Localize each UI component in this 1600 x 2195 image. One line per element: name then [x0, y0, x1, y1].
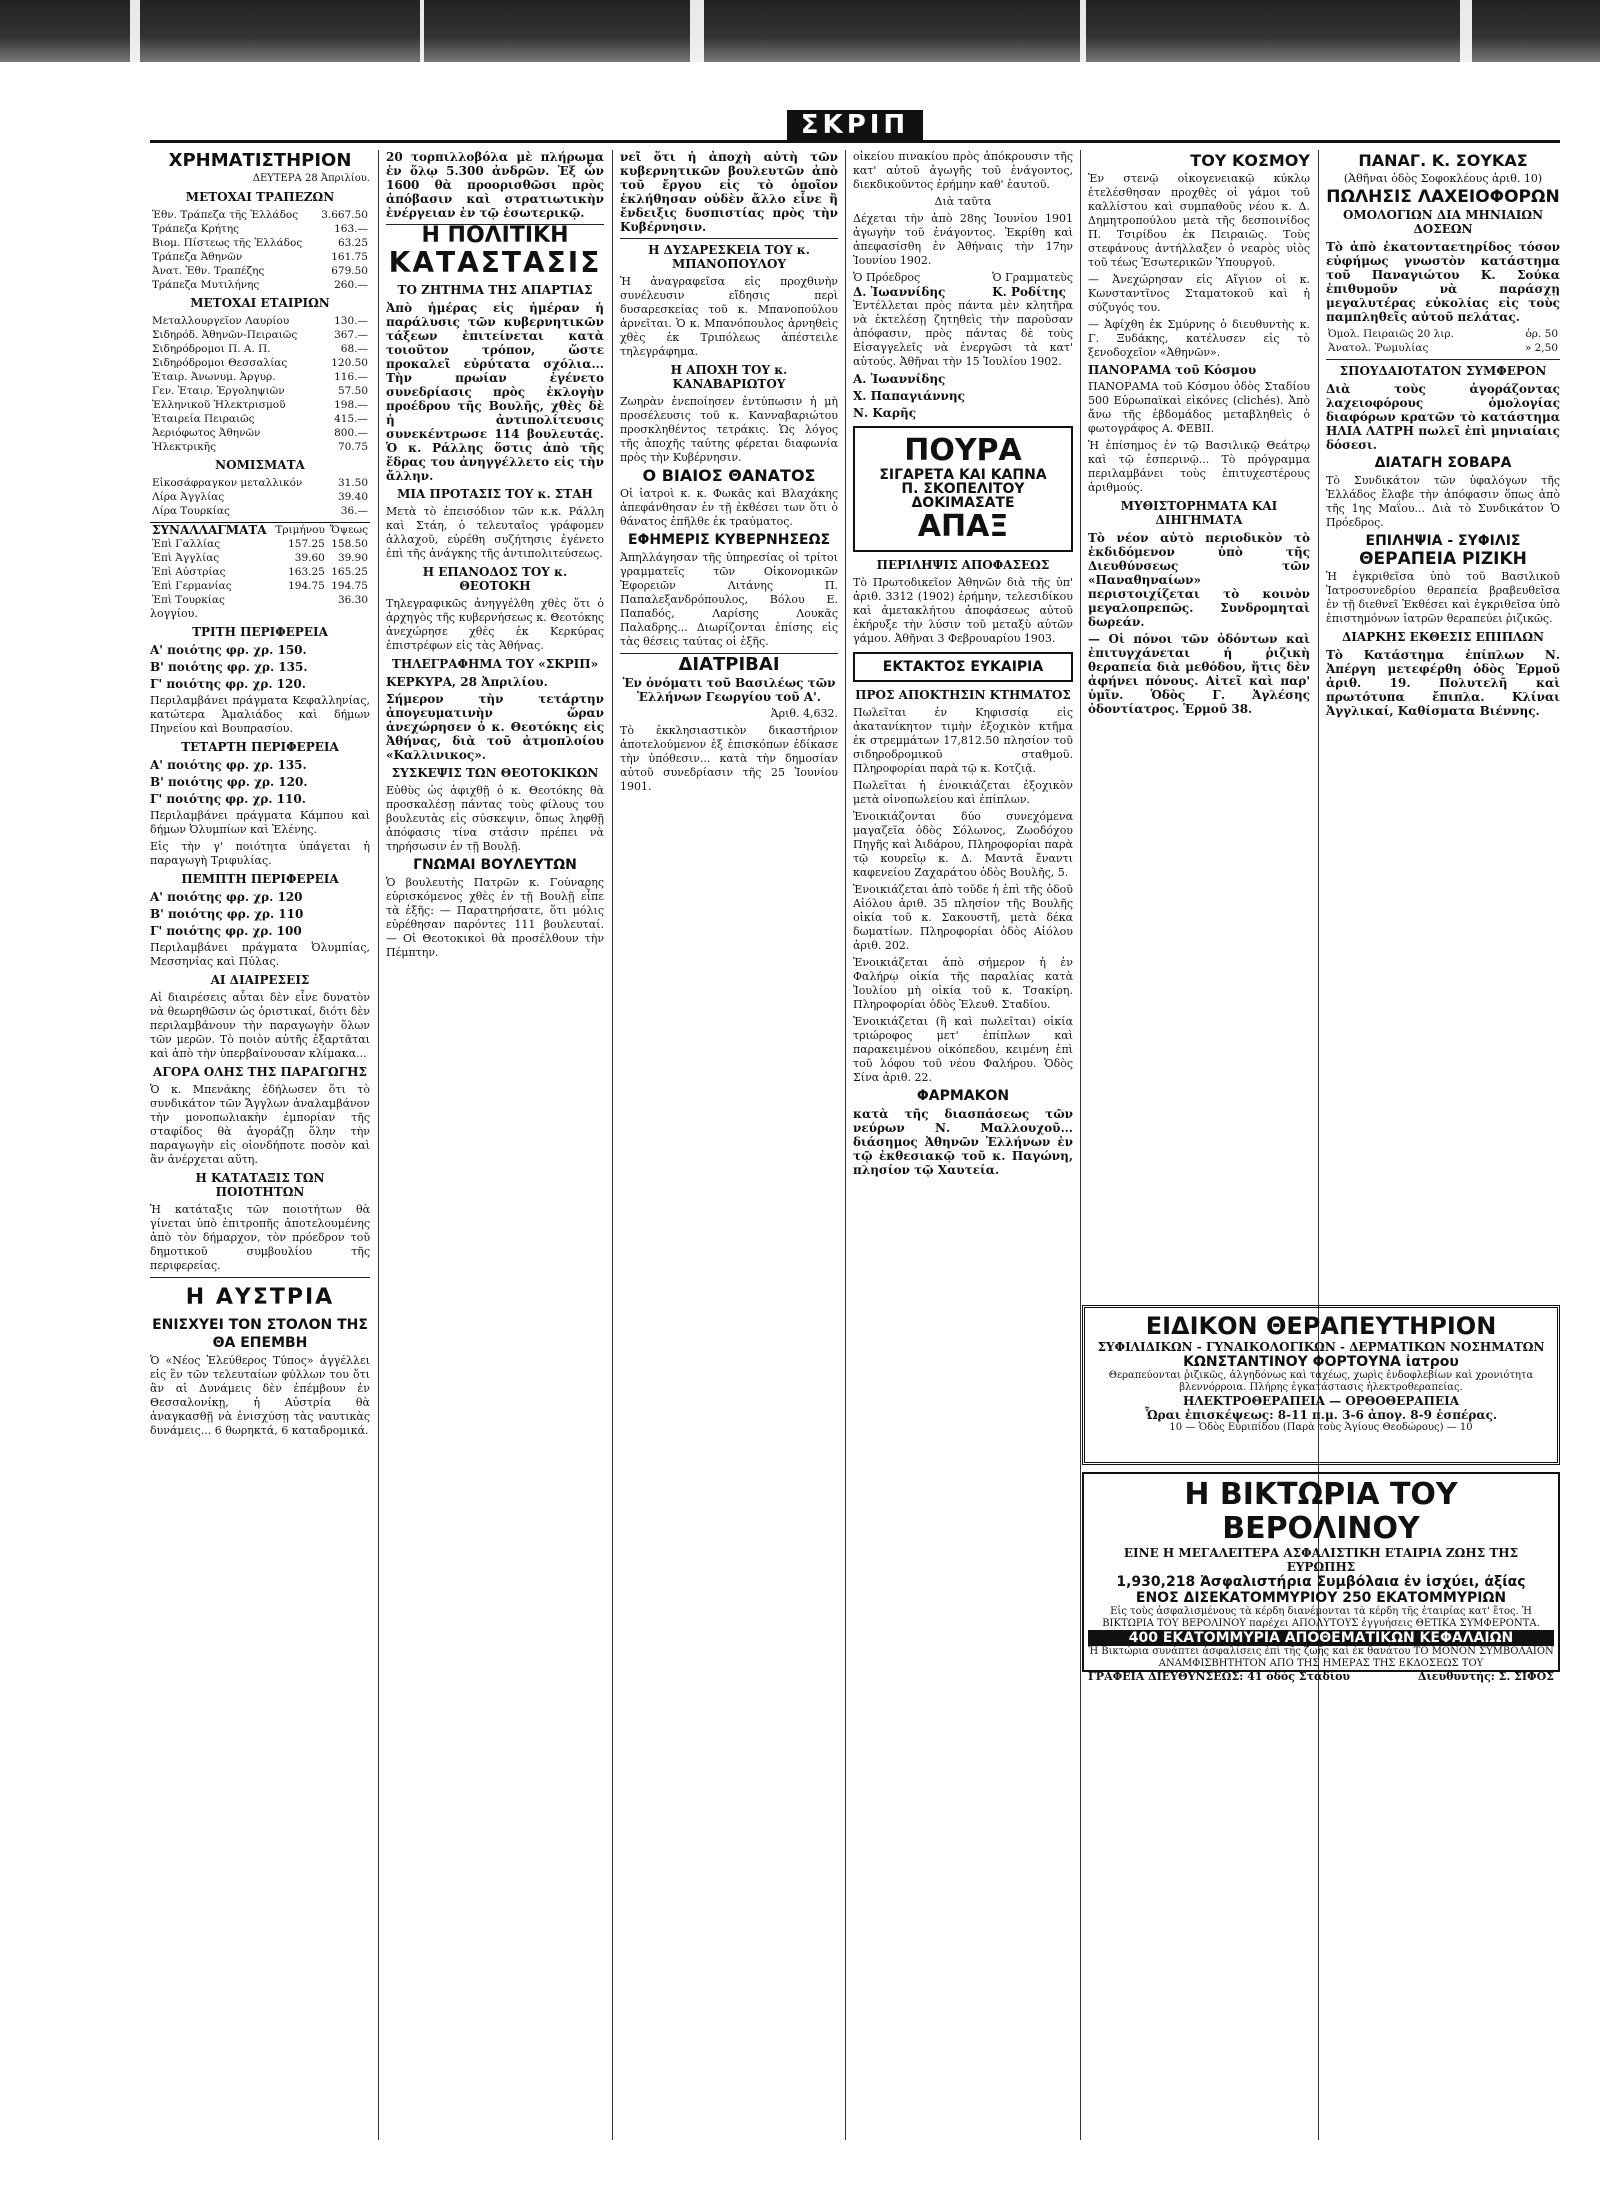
meeting-heading: ΣΥΣΚΕΨΙΣ ΤΩΝ ΘΕΟΤΟΚΙΚΩΝ: [391, 766, 599, 780]
row-value: » 2,50: [1524, 342, 1558, 354]
region-3-heading: ΤΡΙΤΗ ΠΕΡΙΦΕΡΕΙΑ: [192, 625, 328, 639]
classification-heading: Η ΚΑΤΑΤΑΞΙΣ ΤΩΝ ΠΟΙΟΤΗΤΩΝ: [195, 1171, 325, 1199]
banks-heading: ΜΕΤΟΧΑΙ ΤΡΑΠΕΖΩΝ: [185, 190, 335, 204]
row-label: Τράπεζα Κρήτης: [152, 223, 240, 235]
row-label: Ἑταιρεία Πειραιῶς: [152, 413, 255, 425]
world-heading: ΤΟΥ ΚΟΣΜΟΥ: [1190, 151, 1310, 170]
opinions-text: Ὁ βουλευτὴς Πατρῶν κ. Γούναρης εὑρισκόμενος χθὲς ἐν τῇ Βουλῇ εἶπε τὰ ἑξῆς: — Παρατηρήσατε, ὅτι μόλις εὐρέθησαν παρόντες 111 βουλευταί. — Οἱ Θεοτοκικοὶ θὰ προσέλθουν τὴν Πέμπτην.: [386, 876, 604, 959]
signatures: [853, 271, 1073, 299]
row-label: Ἑλληνικοῦ Ἠλεκτρισμοῦ: [152, 399, 286, 411]
row-value: 39.90: [337, 552, 368, 564]
panorama-text: ΠΑΝΟΡΑΜΑ τοῦ Κόσμου ὁδὸς Σταδίου 500 Εὐρωπαϊκαὶ εἰκόνες (clichés). Ἀπὸ ἄνω τῆς ἑβδομάδος μεταβληθεὶς ὁ φωτογράφος Α. ΦΕΒΙΙ.: [1088, 380, 1310, 435]
row-value: 157.25: [288, 538, 325, 550]
row-label: Ἀνατ. Ἐθν. Τραπέζης: [152, 265, 265, 277]
column-rule: [845, 150, 846, 2140]
telegram-heading: ΤΗΛΕΓΡΑΦΗΜΑ ΤΟΥ «ΣΚΡΙΠ»: [391, 657, 599, 671]
classification-text: Ἡ κατάταξις τῶν ποιοτήτων θὰ γίνεται ὑπὸ ἐπιτροπῆς ἀποτελουμένης ἀπὸ τὸν δήμαρχον, τὸν πρόεδρον τοῦ δημοτικοῦ συμβουλίου τῆς περιφερείας.: [150, 1203, 370, 1272]
table-row: [150, 370, 370, 384]
clinic-ad: [1082, 1305, 1560, 1465]
soukas-heading: ΠΑΝΑΓ. Κ. ΣΟΥΚΑΣ: [1358, 151, 1528, 170]
emergency-box: [853, 652, 1073, 682]
table-row: [150, 208, 370, 222]
row-value: 165.25: [331, 566, 368, 578]
austria-subhead-2: ΘΑ ΕΠΕΜΒΗ: [212, 1335, 308, 1351]
row-value: 130.—: [334, 315, 368, 327]
row-value: 194.75: [288, 580, 325, 592]
epilepsy-heading: ΕΠΙΛΗΨΙΑ - ΣΥΦΙΛΙΣ: [1365, 533, 1521, 549]
ad-line: ΣΙΓΑΡΕΤΑ ΚΑΙ ΚΑΠΝΑ: [879, 467, 1047, 483]
table-row: [150, 314, 370, 328]
dentist-ad: — Οἱ πόνοι τῶν ὀδόντων καὶ ἐπιτυγχάνεται ἡ ῥιζικὴ θεραπεία διὰ μεθόδου, ἥτις δὲν ἀφήνει πόνους. Αἰτεῖ καὶ παρ' ὑμῖν. Ὁδὸς Γ. Ἀγλέσης ὀδοντίατρος. Ἑρμοῦ 38.: [1088, 632, 1310, 716]
row-label: Ἐπὶ Τουρκίας: [152, 594, 225, 606]
row-value: 679.50: [331, 265, 368, 277]
table-row: [1326, 341, 1560, 355]
coins-table: [150, 476, 370, 518]
table-row: [150, 426, 370, 440]
table-row: [150, 250, 370, 264]
displeasure-heading: Η ΔΥΣΑΡΕΣΚΕΙΑ ΤΟΥ κ. ΜΠΑΝΟΠΟΥΛΟΥ: [648, 243, 810, 271]
ad-line: ΠΟΥΡΑ: [904, 433, 1022, 468]
region-note: Περιλαμβάνει πράγματα Κάμπου καὶ δήμων Ὀλυμπίων καὶ Ἑλένης.: [150, 809, 370, 836]
row-value: 800.—: [334, 427, 368, 439]
row-label: Ἐπὶ Γαλλίας: [152, 538, 221, 550]
grade-line: Β' ποιότης φρ. χρ. 120.: [150, 775, 308, 789]
judge-name: Χ. Παπαγιάννης: [853, 389, 965, 403]
row-value: 415.—: [334, 413, 368, 425]
masthead-rule: [150, 140, 1560, 143]
row-label: Τράπεζα Μυτιλήνης: [152, 279, 260, 291]
society-text: — Ἀνεχώρησαν εἰς Αἴγιον οἱ κ. Κωνσταντῖνος Σταματοκοῦ καὶ ἡ σύζυγός του.: [1088, 273, 1310, 314]
masthead-title: ΣΚΡΙΠ: [787, 110, 923, 140]
scan-streak: [130, 0, 140, 62]
victoria-director: Διευθυντής: Σ. ΣΙΦΟΣ: [1417, 1670, 1554, 1683]
judgments-number: Ἀριθ. 4,632.: [770, 707, 838, 720]
politics-headline: ΚΑΤΑΣΤΑΣΙΣ: [388, 246, 602, 279]
austria-headline: Η ΑΥΣΤΡΙΑ: [185, 1285, 335, 1310]
grade-line: Γ' ποιότης φρ. χρ. 110.: [150, 792, 306, 806]
epilepsy-subhead: ΘΕΡΑΠΕΙΑ ΡΙΖΙΚΗ: [1359, 549, 1527, 569]
row-value: 260.—: [334, 279, 368, 291]
scan-streak: [690, 0, 704, 62]
ad-line: ΔΟΚΙΜΑΣΑΤΕ: [911, 495, 1015, 511]
row-value: 120.50: [331, 357, 368, 369]
absence-heading: Η ΑΠΟΧΗ ΤΟΥ κ. ΚΑΝΑΒΑΡΙΩΤΟΥ: [670, 363, 788, 391]
table-row: [150, 537, 370, 551]
judge-name: Ν. Καρῆς: [853, 406, 916, 420]
row-label: Ἐπὶ Ἀγγλίας: [152, 552, 220, 564]
row-label: Ὀμολ. Πειραιῶς 20 λιρ.: [1328, 328, 1454, 340]
novels-heading: ΜΥΘΙΣΤΟΡΗΜΑΤΑ ΚΑΙ ΔΙΗΓΗΜΑΤΑ: [1120, 499, 1278, 527]
row-value: 367.—: [334, 329, 368, 341]
newspaper-page: [150, 110, 1560, 2150]
row-value: 161.75: [331, 251, 368, 263]
victoria-policies: 1,930,218 Ἀσφαλιστήρια Συμβόλαια ἐν ἰσχύει, ἀξίας: [1116, 1574, 1526, 1590]
row-label: Εἰκοσάφραγκον μεταλλικόν: [152, 477, 303, 489]
grade-line: Α' ποιότης φρ. χρ. 120: [150, 890, 303, 904]
soukas-address: (Ἀθῆναι ὁδὸς Σοφοκλέους ἀριθ. 10): [1343, 172, 1543, 185]
row-label: Τράπεζα Ἀθηνῶν: [152, 251, 243, 263]
row-label: Γεν. Ἐταιρ. Ἐργοληψιῶν: [152, 385, 285, 397]
column-rule: [378, 150, 379, 2140]
row-value: 163.—: [334, 223, 368, 235]
row-value: 116.—: [334, 371, 368, 383]
table-row: [150, 222, 370, 236]
classified-ad: Πωλεῖται ἡ ἐνοικιάζεται ἐξοχικὸν μετὰ οἰνοπωλείου καὶ ἐπίπλων.: [853, 779, 1073, 806]
divisions-heading: ΑΙ ΔΙΑΙΡΕΣΕΙΣ: [210, 973, 310, 987]
row-label: Σιδηρόδρομοι Θεσσαλίας: [152, 357, 288, 369]
fx-table: [150, 522, 370, 607]
order-text: Ἐντέλλεται πρὸς πάντα μὲν κλητῆρα νὰ ἐκτελέσῃ ζητηθεὶς τὴν παροῦσαν ἀπόφασιν, πρὸς πάντας δὲ τοὺς Εἰσαγγελεῖς νὰ ἐνεργῶσι τὰ κατ' αὐτούς. Ἀθῆναι τὴν 15 Ἰουλίου 1902.: [853, 299, 1073, 368]
fleet-text: 20 τορπιλλοβόλα μὲ πλήρωμα ἐν ὅλῳ 5.300 ἀνδρῶν. Ἐξ ὧν 1600 θὰ προορισθῶσι πρὸς ἀπόβασιν καὶ στρατιωτικὴν ἐνέργειαν ἐν τῷ ἐσωτερικῷ.: [386, 150, 604, 220]
divider: [1326, 359, 1560, 360]
row-value: 68.—: [340, 343, 368, 355]
order-text: Τὸ Συνδικάτον τῶν ὑφαλόγων τῆς Ἑλλάδος ἔλαβε τὴν ἀπόφασιν ὅπως ἀπὸ τῆς 1ης Μαΐου... Διὰ τὸ Συνδικάτον Ὁ Πρόεδρος.: [1326, 474, 1560, 529]
scan-streak: [1080, 0, 1086, 62]
judgments-subhead: Ἐν ὀνόματι τοῦ Βασιλέως τῶν Ἑλλήνων Γεωργίου τοῦ Α'.: [622, 676, 836, 704]
return-text: Τηλεγραφικῶς ἀνηγγέλθη χθὲς ὅτι ὁ ἀρχηγὸς τῆς κυβερνήσεως κ. Θεοτόκης ἀνεχώρησε χθὲς ἐκ Κερκύρας ἐπιστρέφων εἰς τὰς Ἀθήνας.: [386, 597, 604, 652]
victoria-office: ΓΡΑΦΕΙΑ ΔΙΕΥΘΥΝΣΕΩΣ: 41 ὁδὸς Σταδίου: [1088, 1670, 1351, 1683]
verdict-heading: Διὰ ταῦτα: [934, 195, 992, 208]
grade-line: Β' ποιότης φρ. χρ. 110: [150, 907, 304, 921]
column-3: [620, 150, 838, 2150]
column-rule: [612, 150, 613, 2140]
epilepsy-text: Ἡ ἐγκριθεῖσα ὑπὸ τοῦ Βασιλικοῦ Ἰατροσυνεδρίου θεραπεία βραβευθεῖσα ἐν τῇ διεθνεῖ Ἐκθέσει καὶ ἐγκριθεῖσα ὑπὸ ἐπιστημόνων ἰατρῶν θεραπεύει ῥιζικῶς.: [1326, 570, 1560, 625]
table-row: [150, 328, 370, 342]
victoria-ad: [1082, 1472, 1560, 1683]
scan-streak: [420, 0, 424, 62]
order-heading: ΔΙΑΤΑΓΗ ΣΟΒΑΡΑ: [1374, 455, 1512, 471]
austria-text: Ὁ «Νέος Ἐλεύθερος Τύπος» ἀγγέλλει εἰς ἓν τῶν τελευταίων φύλλων του ὅτι ἂν αἱ Δυνάμεις δὲν ἐπέμβουν ἐν Θεσσαλονίκῃ, ἡ Αὐστρία θὰ ἀναγκασθῇ νὰ ἐνισχύσῃ τὰς ναυτικὰς δυνάμεις... 6 θωρηκτά, 6 καταδρομικά.: [150, 1354, 370, 1437]
emergency-heading: ΕΚΤΑΚΤΟΣ ΕΥΚΑΙΡΙΑ: [882, 659, 1044, 675]
society-text: — Ἀφίχθη ἐκ Σμύρνης ὁ διευθυντὴς κ. Γ. Ξυδάκης, κατέλυσεν εἰς τὸ ξενοδοχεῖον «Ἀθηνῶν».: [1088, 318, 1310, 359]
proposal-heading: ΜΙΑ ΠΡΟΤΑΣΙΣ ΤΟΥ κ. ΣΤΑΗ: [397, 487, 593, 501]
victoria-capital: 400 ΕΚΑΤΟΜΜΥΡΙΑ ΑΠΟΘΕΜΑΤΙΚΩΝ ΚΕΦΑΛΑΙΩΝ: [1088, 1630, 1554, 1646]
row-value: 198.—: [334, 399, 368, 411]
scan-streak: [1460, 0, 1472, 62]
exchange-title: ΧΡΗΜΑΤΙΣΤΗΡΙΟΝ: [168, 150, 352, 171]
divider: [620, 238, 838, 239]
signature-name: Δ. Ἰωαννίδης: [853, 285, 946, 299]
table-row: [150, 593, 370, 607]
lottery-heading: ΠΩΛΗΣΙΣ ΛΑΧΕΙΟΦΟΡΩΝ: [1326, 187, 1560, 207]
gazette-text: Ἀπηλλάγησαν τῆς ὑπηρεσίας οἱ τρίτοι γραμματεῖς τῶν Οἰκονομικῶν Ἐφορειῶν Λιτάνης Π. Παπαλεξανδρόπουλος, Βόλου Ε. Παπαδός, Λαρίσης Λουκᾶς Παλαδρης... Διωρίζονται ἐπίσης εἰς τὰς θέσεις ταύτας οἱ ἑξῆς.: [620, 551, 838, 648]
verdict-text: οἰκείου πινακίου πρὸς ἀπόκρουσιν τῆς κατ' αὐτοῦ ἀγωγῆς τοῦ ἐνάγοντος, διεκδικοῦντος ἐρήμην καθ' ἑαυτοῦ.: [853, 150, 1073, 191]
table-row: [150, 278, 370, 292]
row-label: Σιδηρόδ. Ἀθηνῶν-Πειραιῶς: [152, 329, 298, 341]
row-label: Ἀνατολ. Ῥωμυλίας: [1328, 342, 1429, 354]
fx-heading: ΣΥΝΑΛΛΑΓΜΑΤΑ: [152, 523, 267, 537]
novels-text: Τὸ νέον αὐτὸ περιοδικὸν τὸ ἐκδιδόμενον ὑπὸ τῆς Διευθύνσεως τῶν «Παναθηναίων» περιστοιχίζεται τὸ κοινὸν μεγαλοπρεπῶς. Συνδρομηταὶ δωρεάν.: [1088, 531, 1310, 629]
row-value: 39.60: [294, 552, 325, 564]
fx-col-header: Ὄψεως: [330, 524, 368, 536]
pharmacy-text: κατὰ τῆς διασπάσεως τῶν νεύρων Ν. Μαλλουχοῦ... διάσημος Ἀθηνῶν Ἑλλήνων ἐν τῷ ἐκθεσιακῷ τοῦ κ. Παγώνη, πλησίον τῷ Χαυτεία.: [853, 1107, 1073, 1177]
region-5-heading: ΠΕΜΠΤΗ ΠΕΡΙΦΕΡΕΙΑ: [181, 872, 339, 886]
column-rule: [1080, 150, 1081, 2140]
victoria-heading: Η ΒΙΚΤΩΡΙΑ ΤΟΥ ΒΕΡΟΛΙΝΟΥ: [1184, 1477, 1458, 1546]
grade-line: Α' ποιότης φρ. χρ. 135.: [150, 758, 307, 772]
fx-col-header: Τριμήνου: [275, 524, 325, 536]
scan-top-band: [0, 0, 1600, 62]
grade-line: Β' ποιότης φρ. χρ. 135.: [150, 660, 308, 674]
signature-role: Ὁ Γραμματεὺς: [992, 271, 1073, 284]
column-5: [1088, 150, 1310, 1290]
table-row: [150, 551, 370, 565]
row-label: Ἀεριόφωτος Ἀθηνῶν: [152, 427, 261, 439]
grade-line: Γ' ποιότης φρ. χρ. 100: [150, 924, 302, 938]
row-label: Ἐταιρ. Ἀνωνυμ. Ἀργυρ.: [152, 371, 276, 383]
row-label: Ἐθν. Τράπεζα τῆς Ἑλλάδος: [152, 209, 299, 221]
column-rule: [1318, 150, 1319, 2140]
classified-ad: Ἐνοικιάζεται ἀπὸ τοῦδε ἡ ἐπὶ τῆς ὁδοῦ Αἰόλου ἀριθ. 35 πλησίον τῆς Βουλῆς οἰκία τοῦ κ. Σακουστῆ, μετὰ δέκα δωματίων. Πληροφορίαι ὁδὸς Αἰόλου ἀριθ. 202.: [853, 883, 1073, 952]
proposal-text: Μετὰ τὸ ἐπεισόδιον τῶν κ.κ. Ράλλη καὶ Στάη, ὁ τελευταῖος γράφομεν ἀλλαχοῦ, εὑρέθη συζήτησις ἐγένετο ἐπὶ τῆς ἀνάγκης τῆς ἀντιπολιτεύσεως.: [386, 505, 604, 560]
pharmacy-heading: ΦΑΡΜΑΚΟΝ: [916, 1088, 1010, 1104]
gazette-heading: ΕΦΗΜΕΡΙΣ ΚΥΒΕΡΝΗΣΕΩΣ: [627, 532, 831, 548]
death-text: Οἱ ἰατροὶ κ. κ. Φωκᾶς καὶ Βλαχάκης ἀπεφάνθησαν ἐν τῇ ἐκθέσει των ὅτι ὁ θάνατος ἐπῆλθε ἐκ τραύματος.: [620, 487, 838, 528]
table-row: [150, 504, 370, 518]
region-note: Εἰς τὴν γ' ποιότητα ὑπάγεται ἡ παραγωγὴ Τριφυλίας.: [150, 840, 370, 867]
row-label: Λίρα Τουρκίας: [152, 505, 230, 517]
row-value: 3.667.50: [321, 209, 368, 221]
abstention-text: νεῖ ὅτι ἡ ἀποχὴ αὐτὴ τῶν κυβερνητικῶν βουλευτῶν ἀπὸ τοῦ ἔργου εἰς τὸ ὁποῖον ἐκλήθησαν οὐδὲν ἄλλο εἶνε ἢ ἔνδειξις δυσπιστίας πρὸς τὴν Κυβέρνησιν.: [620, 150, 838, 234]
judgments-text: Τὸ ἐκκλησιαστικὸν δικαστήριον ἀποτελούμενον ἐξ ἐπισκόπων ἐδίκασε τὴν ὑπόθεσιν... κατὰ τὴν δημοσίαν αὐτοῦ συνεδρίασιν τῆς 25 Ἰουνίου 1901.: [620, 724, 838, 793]
row-value: 158.50: [331, 538, 368, 550]
table-row: [150, 264, 370, 278]
important-heading: ΣΠΟΥΔΑΙΟΤΑΤΟΝ ΣΥΜΦΕΡΟΝ: [1339, 364, 1547, 378]
row-label: Ἠλεκτρικῆς: [152, 441, 216, 453]
row-value: ὀρ. 50: [1525, 328, 1558, 340]
row-label: Λίρα Ἀγγλίας: [152, 491, 225, 503]
politics-head: Η ΠΟΛΙΤΙΚΗ: [421, 223, 569, 248]
table-row: [150, 579, 370, 593]
clinic-text: Θεραπεύονται ῥιζικῶς, ἀλγηδόνως καὶ ταχέως, χωρὶς ἐνδοφλεβίων καὶ χρονιότητα βλεννόρροια. Πλήρης ἐγκατάστασις ἠλεκτροθεραπείας.: [1108, 1370, 1534, 1393]
emergency-text: Πωλεῖται ἐν Κηφισσίᾳ εἰς ἀκατανίκητον τιμὴν ἐξοχικὸν κτῆμα ἐκ στρεμμάτων 17,812.50 πλησίον τοῦ σιδηροδρομικοῦ σταθμοῦ. Πληροφορίαι παρὰ τῷ κ. Κοτζιᾷ.: [853, 706, 1073, 775]
price-table: [1326, 327, 1560, 355]
banks-table: [150, 208, 370, 292]
row-label: Μεταλλουργεῖον Λαυρίου: [152, 315, 290, 327]
row-label: Σιδηρόδρομοι Π. Α. Π.: [152, 343, 271, 355]
classified-ad: Ἐνοικιάζεται (ἢ καὶ πωλεῖται) οἰκία τριώροφος μετ' ἐπίπλων καὶ παρακειμένου οἰκόπεδου, κειμένη ἐπὶ τοῦ λόφου τοῦ νέου Φαλήρου. Ὁδὸς Σίνα ἀριθ. 22.: [853, 1015, 1073, 1084]
row-label: Ἐπὶ Αὐστρίας: [152, 566, 226, 578]
clinic-doctor: ΚΩΝΣΤΑΝΤΙΝΟΥ ΦΟΡΤΟΥΝΑ ἰατρου: [1183, 1354, 1459, 1370]
row-value: 194.75: [331, 580, 368, 592]
column-2: [386, 150, 604, 2150]
politics-subhead: ΤΟ ΖΗΤΗΜΑ ΤΗΣ ΑΠΑΡΤΙΑΣ: [397, 283, 593, 297]
return-heading: Η ΕΠΑΝΟΔΟΣ ΤΟΥ κ. ΘΕΟΤΟΚΗ: [422, 565, 568, 593]
table-row: [150, 384, 370, 398]
table-row: [150, 565, 370, 579]
table-row: [150, 412, 370, 426]
lottery-subhead: ΟΜΟΛΟΓΙΩΝ ΔΙΑ ΜΗΝΙΑΙΩΝ ΔΟΣΕΩΝ: [1342, 208, 1544, 236]
market-heading: ΑΓΟΡΑ ΟΛΗΣ ΤΗΣ ΠΑΡΑΓΩΓΗΣ: [152, 1065, 367, 1079]
judge-name: Α. Ἰωαννίδης: [853, 372, 946, 386]
companies-table: [150, 314, 370, 454]
column-1: [150, 150, 370, 2150]
row-label: Ἐπὶ Γερμανίας: [152, 580, 232, 592]
row-value: [272, 593, 327, 607]
exhibition-text: Τὸ Κατάστημα ἐπίπλων Ν. Ἀπέργη μετεφέρθη ὁδὸς Ἑρμοῦ ἀριθ. 19. Πολυτελῆ καὶ πρωτότυπα ἔπιπλα. Κλίναι Ἀγγλικαί, Καθίσματα Βιέννης.: [1326, 648, 1560, 718]
row-value: 39.40: [337, 491, 368, 503]
signature-role: Ὁ Πρόεδρος: [853, 271, 921, 284]
absence-text: Ζωηρὰν ἐνεποίησεν ἐντύπωσιν ἡ μὴ προσέλευσις τοῦ κ. Κανναβαριώτου προσκληθέντος τετράκις. Ὡς λόγος τῆς ἀποχῆς ταύτης φέρεται διαφωνία πρὸς τὴν Κυβέρνησιν.: [620, 395, 838, 464]
ad-line: Π. ΣΚΟΠΕΛΙΤΟΥ: [901, 481, 1025, 497]
row-value: 63.25: [337, 237, 368, 249]
row-value: 36.—: [340, 505, 368, 517]
society-text: Ἐν στενῷ οἰκογενειακῷ κύκλῳ ἐτελέσθησαν προχθὲς οἱ γάμοι τοῦ καλλίστου καὶ συμπαθοῦς νέου κ. Δ. Δημητροπούλου μετὰ τῆς δεσποινίδος Π. Τσιρίδου ἐκ Πειραιῶς. Τοὺς στεφάνους ἀντήλλαξεν ὁ νεαρὸς υἱὸς τοῦ τέως Ἐσωτερικῶν Ὑπουργοῦ.: [1088, 172, 1310, 269]
important-text: Διὰ τοὺς ἀγοράζοντας λαχειοφόρους ὁμολογίας διαφόρων κρατῶν τὸ κατάστημα ΗΛΙΑ ΛΑΤΡΗ πωλεῖ ἐπὶ μηνιαίαις δόσεσι.: [1326, 382, 1560, 452]
row-value: 36.30: [337, 594, 368, 606]
signature-name: Κ. Ροδίτης: [992, 285, 1066, 299]
table-header: [150, 523, 370, 538]
signature-block: [853, 271, 945, 299]
table-row: [150, 236, 370, 250]
region-4-heading: ΤΕΤΑΡΤΗ ΠΕΡΙΦΕΡΕΙΑ: [181, 740, 339, 754]
victoria-footer: [1088, 1670, 1554, 1683]
coins-heading: ΝΟΜΙΣΜΑΤΑ: [215, 458, 305, 472]
emergency-subhead: ΠΡΟΣ ΑΠΟΚΤΗΣΙΝ ΚΤΗΜΑΤΟΣ: [855, 688, 1071, 702]
panorama-heading: ΠΑΝΟΡΑΜΑ τοῦ Κόσμου: [1088, 363, 1257, 377]
exchange-date: ΔΕΥΤΕΡΑ 28 Ἀπριλίου.: [252, 173, 370, 184]
row-label: Βιομ. Πίστεως τῆς Ἑλλάδος: [152, 237, 303, 249]
signature-block: [992, 271, 1073, 299]
grade-line: Γ' ποιότης φρ. χρ. 120.: [150, 677, 306, 691]
ad-line: ΑΠΑΞ: [917, 509, 1009, 544]
region-note: Περιλαμβάνει πράγματα Ὀλυμπίας, Μεσσηνίας καὶ Πύλας.: [150, 941, 370, 968]
opinions-heading: ΓΝΩΜΑΙ ΒΟΥΛΕΥΤΩΝ: [413, 857, 577, 873]
telegram-place: ΚΕΡΚΥΡΑ, 28 Ἀπριλίου.: [386, 675, 548, 689]
victoria-law: Ἡ Βικτώρια συνάπτει ἀσφαλίσεις ἐπὶ τῆς ζωῆς καὶ ἐκ θανάτου ΤΟ ΜΟΝΟΝ ΣΥΜΒΟΛΑΙΟΝ ΑΝΑΜΦΙΣΒΗΤΗΤΟΝ ΑΠΟ ΤΗΣ ΗΜΕΡΑΣ ΤΗΣ ΕΚΔΟΣΕΩΣ ΤΟΥ: [1088, 1646, 1554, 1669]
classified-ad: Ἐνοικιάζονται δύο συνεχόμενα μαγαζεῖα ὁδὸς Σόλωνος, Ζωοδόχου Πηγῆς καὶ Ἀιδάρου, Πληροφορίαι παρὰ τῷ κουρεῖῳ κ. Δ. Μαντᾶ ἔναντι καφενείου Ζαχαράτου ὁδὸς Βουλῆς, 5.: [853, 810, 1073, 879]
divider: [150, 1277, 370, 1278]
divisions-text: Αἱ διαιρέσεις αὗται δὲν εἶνε δυνατὸν νὰ θεωρηθῶσιν ὡς ὁριστικαί, διότι δὲν περιλαμβάνουν τὴν παραγωγὴν ὅλων τῶν μερῶν. Τὸ ποιὸν αὐτῆς ἐξαρτᾶται καὶ ἀπὸ τὴν ὑπερβαίνουσαν κλίμακα...: [150, 991, 370, 1060]
telegram-text: Σήμερον τὴν τετάρτην ἀπογευματινὴν ὥραν ἀνεχώρησεν ὁ κ. Θεοτόκης εἰς Ἀθήνας, διὰ τοῦ ἀτμοπλοίου «Καλλινικος».: [386, 692, 604, 762]
grade-line: Α' ποιότης φρ. χρ. 150.: [150, 643, 307, 657]
clinic-hours: Ὧραι ἐπισκέψεως: 8-11 π.μ. 3-6 ἀπογ. 8-9 ἑσπέρας.: [1144, 1408, 1498, 1422]
victoria-text: Εἰς τοὺς ἀσφαλισμένους τὰ κέρδη διανέμονται τὰ κέρδη τῆς ἑταιρίας κατ' ἔτος. Ἡ ΒΙΚΤΩΡΙΑ ΤΟΥ ΒΕΡΟΛΙΝΟΥ παρέχει ΑΠΟΛΥΤΟΥΣ ἐγγυήσεις ΘΕΤΙΚΑ ΣΥΜΦΕΡΟΝΤΑ.: [1102, 1606, 1540, 1629]
row-value: 57.50: [337, 385, 368, 397]
verdict-body: Δέχεται τὴν ἀπὸ 28ης Ἰουνίου 1901 ἀγωγὴν τοῦ ἐνάγοντος. Ἐκρίθη καὶ ἀπεφασίσθη ἐν Ἀθήναις τὴν 17ην Ἰουνίου 1902.: [853, 212, 1073, 267]
victoria-value: ΕΝΟΣ ΔΙΣΕΚΑΤΟΜΜΥΡΙΟΥ 250 ΕΚΑΤΟΜΜΥΡΙΩΝ: [1135, 1590, 1507, 1606]
politics-text: Ἀπὸ ἡμέρας εἰς ἡμέραν ἡ παράλυσις τῶν κυβερνητικῶν τάξεων ἐπιτείνεται κατὰ τοιοῦτον τρόπον, ὥστε προκαλεῖ εὐρύτατα σχόλια... Τὴν πρωίαν ἐγένετο συνεδρίασις πρὸς ἐκλογὴν προέδρου τῆς Βουλῆς, χθὲς δὲ ἡ ἀντιπολίτευσις συνεκέντρωσε 114 βουλευτάς. Ὁ κ. Ράλλης ὅστις ἀπὸ τῆς ἕδρας του ἀνηγγέλλετο εἰς τὴν ἄλλην.: [386, 301, 604, 483]
column-6: [1326, 150, 1560, 1290]
clinic-heading: ΕΙΔΙΚΟΝ ΘΕΡΑΠΕΥΤΗΡΙΟΝ: [1145, 1312, 1497, 1340]
cigar-ad: [853, 426, 1073, 552]
lottery-text: Τὸ ἀπὸ ἑκατονταετηρίδος τόσον εὐφήμως γνωστὸν κατάστημα τοῦ Παναγιώτου Κ. Σούκα ἐπιθυμοῦν νὰ παράσχῃ μεγαλυτέρας εὐκολίας εἰς τοὺς παμπληθεῖς αὐτοῦ πελάτας.: [1326, 240, 1560, 324]
summary-text: Τὸ Πρωτοδικεῖον Ἀθηνῶν διὰ τῆς ὑπ' ἀριθ. 3312 (1902) ἐρήμην, τελεσιδίκου καὶ ἀμετακλήτου ἀποφάσεως αὐτοῦ ἐκήρυξε τὴν λύσιν τοῦ μεταξὺ αὐτῶν γάμου. Ἀθῆναι 3 Φεβρουαρίου 1903.: [853, 576, 1073, 645]
judgments-heading: ΔΙΑΤΡΙΒΑΙ: [678, 654, 780, 675]
region-note: Περιλαμβάνει πράγματα Κεφαλληνίας, κατώτερα Ἀμαλιάδος καὶ δήμων Πηνείου καὶ Βουπρασίου.: [150, 694, 370, 735]
table-row: [150, 342, 370, 356]
table-row: [150, 440, 370, 454]
victoria-subhead: ΕΙΝΕ Η ΜΕΓΑΛΕΙΤΕΡΑ ΑΣΦΑΛΙΣΤΙΚΗ ΕΤΑΙΡΙΑ ΖΩΗΣ ΤΗΣ ΕΥΡΩΠΗΣ: [1123, 1546, 1519, 1574]
summary-heading: ΠΕΡΙΛΗΨΙΣ ΑΠΟΦΑΣΕΩΣ: [876, 558, 1050, 572]
row-value: 70.75: [337, 441, 368, 453]
masthead: [150, 110, 1560, 140]
column-4: [853, 150, 1073, 2150]
classified-ad: Ἐνοικιάζεται ἀπὸ σήμερον ἡ ἐν Φαλήρῳ οἰκία τῆς παραλίας κατὰ Ἰουλίου μὴ οἰκία τοῦ κ. Τσακίρη. Πληροφορίαι ὁδὸς Ἐλευθ. Σταδίου.: [853, 956, 1073, 1011]
table-row: [150, 356, 370, 370]
table-row: [150, 398, 370, 412]
austria-subhead: ΕΝΙΣΧΥΕΙ ΤΟΝ ΣΤΟΛΟΝ ΤΗΣ: [152, 1317, 368, 1333]
displeasure-text: Ἡ ἀναγραφεῖσα εἰς προχθινὴν συνέλευσιν εἴδησις περὶ δυσαρεσκείας τοῦ κ. Μπανοπούλου ἀρνεῖται. Ὁ κ. Μπανόπουλος ἀρνηθεὶς χθὲς ἐκ Τριπόλεως ἀπέστειλε τηλεγράφημα.: [620, 275, 838, 358]
clinic-address: 10 — Ὁδὸς Εὐριπίδου (Παρὰ τοὺς Ἁγίους Θεοδώρους) — 10: [1169, 1422, 1473, 1433]
table-row: [150, 490, 370, 504]
society-text: Ἡ ἐπίσημος ἐν τῷ Βασιλικῷ Θεάτρῳ καὶ τῷ ἑσπερινῷ... Τὸ πρόγραμμα περιλαμβάνει τοὺς ἐπιτυχεστέρους ἀριθμούς.: [1088, 439, 1310, 494]
table-row: [150, 476, 370, 490]
table-row: [1326, 327, 1560, 341]
row-value: 31.50: [337, 477, 368, 489]
market-text: Ὁ κ. Μπενάκης ἐδήλωσεν ὅτι τὸ συνδικάτον τῶν Ἄγγλων ἀναλαμβάνον τὴν μονοπωλιακὴν ἐμπορίαν τῆς σταφίδος θὰ ἀγοράζῃ ὅλην τὴν παραγωγὴν εἰς οἱονδήποτε ποσὸν καὶ ἂν ἀνέρχεται αὕτη.: [150, 1083, 370, 1166]
meeting-text: Εὐθὺς ὡς ἀφιχθῇ ὁ κ. Θεοτόκης θὰ προσκαλέσῃ πάντας τοὺς φίλους του βουλευτὰς εἰς σύσκεψιν, ὅπως ληφθῇ ἀπόφασις τίνα στάσιν πρέπει νὰ τηρήσωσιν ἐν τῇ Βουλῇ.: [386, 784, 604, 853]
lottery-fragment: λογγίου.: [150, 607, 198, 620]
exhibition-heading: ΔΙΑΡΚΗΣ ΕΚΘΕΣΙΣ ΕΠΙΠΛΩΝ: [1341, 630, 1544, 644]
companies-heading: ΜΕΤΟΧΑΙ ΕΤΑΙΡΙΩΝ: [190, 296, 330, 310]
row-value: 163.25: [288, 566, 325, 578]
clinic-electro: ΗΛΕΚΤΡΟΘΕΡΑΠΕΙΑ — ΟΡΘΟΘΕΡΑΠΕΙΑ: [1182, 1394, 1460, 1408]
death-heading: Ο ΒΙΑΙΟΣ ΘΑΝΑΤΟΣ: [642, 466, 816, 485]
clinic-subhead: ΣΥΦΙΛΙΔΙΚΩΝ - ΓΥΝΑΙΚΟΛΟΓΙΚΩΝ - ΔΕΡΜΑΤΙΚΩΝ ΝΟΣΗΜΑΤΩΝ: [1097, 1340, 1545, 1354]
